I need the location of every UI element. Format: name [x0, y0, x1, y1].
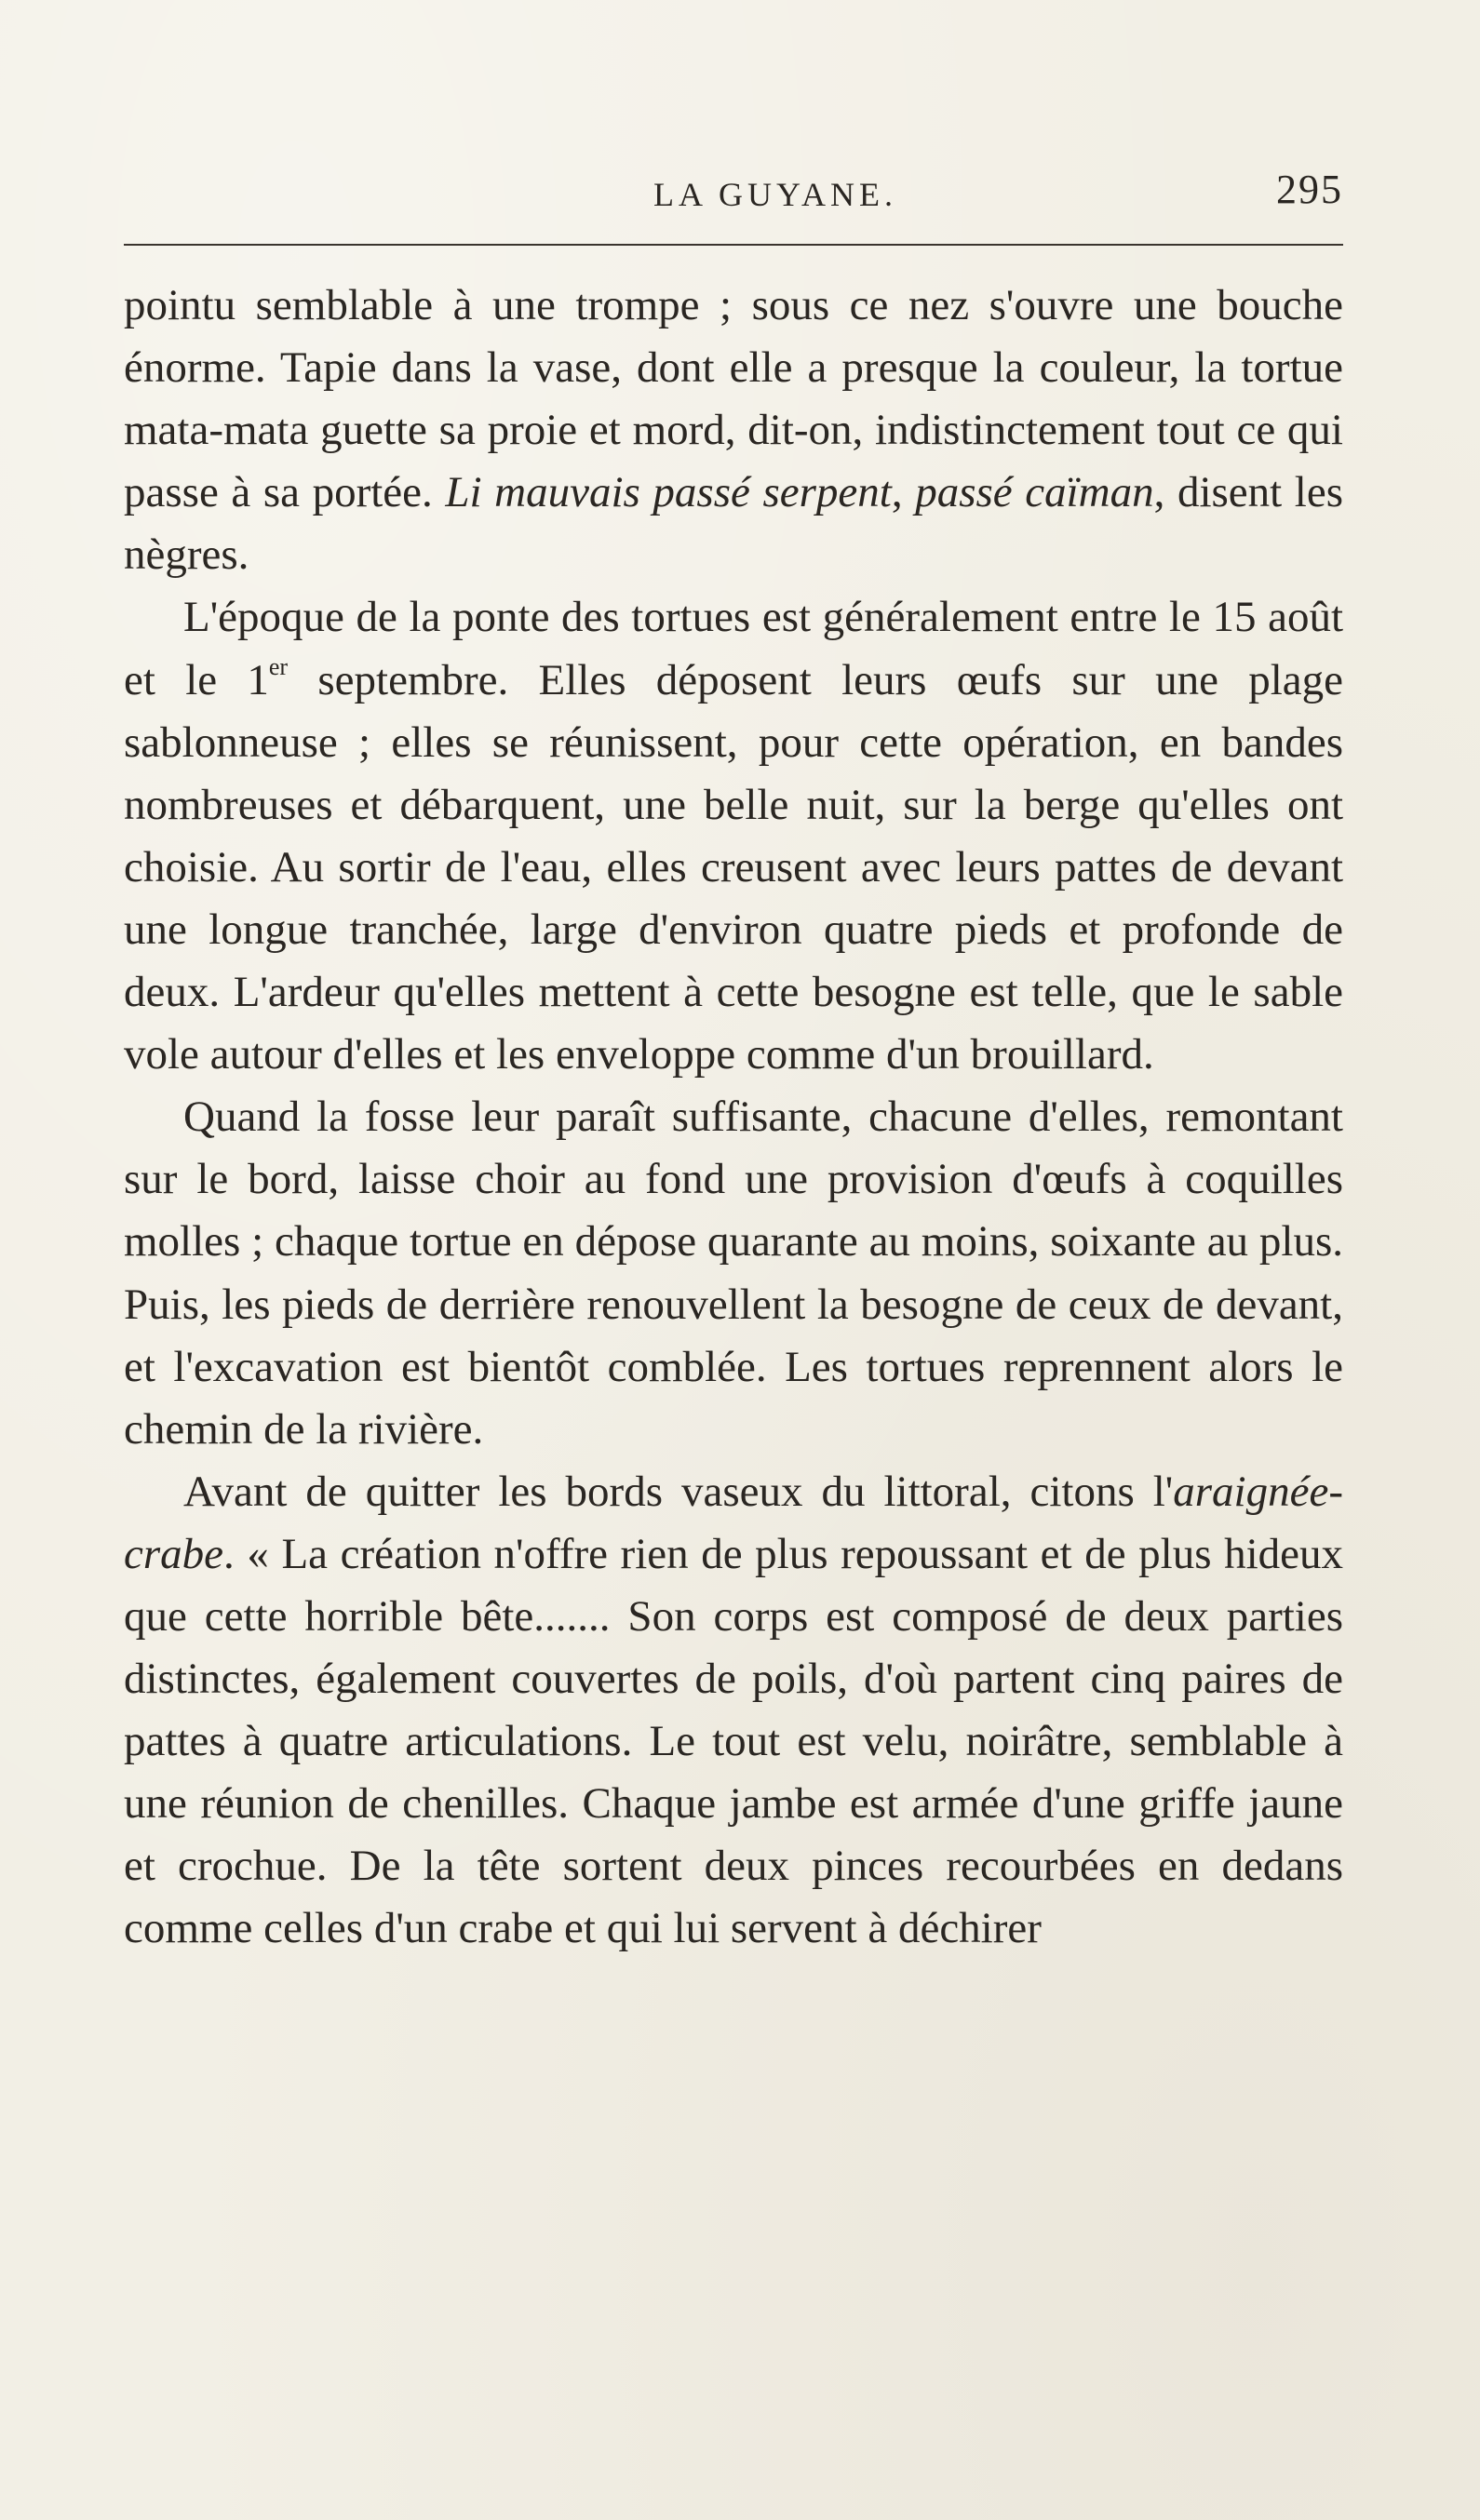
paragraph: Quand la fosse leur paraît suffisante, chacune d'elles, remontant sur le bord, laisse choir au fond une provision d'œufs à coquilles molles ; chaque tortue en dépose quarante au moins, soixante au plus. Puis, les pieds de derrière renouvellent la besogne de ceux de devant, et l'excavation est bientôt comblée. Les tortues reprennent alors le chemin de la rivière.: [124, 1092, 1343, 1454]
running-title: LA GUYANE.: [653, 176, 897, 213]
paragraph: L'époque de la ponte des tortues est généralement entre le 15 août et le 1er septembre. Elles déposent leurs œufs sur une plage sablonneuse ; elles se réunissent, pour cette opération, en bandes nombreuses et débarquent, une belle nuit, sur la berge qu'elles ont choisie. Au sortir de l'eau, elles creusent avec leurs pattes de devant une longue tranchée, large d'environ quatre pieds et profonde de deux. L'ardeur qu'elles mettent à cette besogne est telle, que le sable vole autour d'elles et les enveloppe comme d'un brouillard.: [124, 593, 1344, 1079]
body-text: [124, 275, 1343, 1961]
paragraph: Avant de quitter les bords vaseux du littoral, citons l'araignée-crabe. « La création n'offre rien de plus repoussant et de plus hideux que cette horrible bête....... Son corps est composé de deux parties distinctes, également couvertes de poils, d'où partent cinq paires de pattes à quatre articulations. Le tout est velu, noirâtre, semblable à une réunion de chenilles. Chaque jambe est armée d'une griffe jaune et crochue. De la tête sortent deux pinces recourbées en dedans comme celles d'un crabe et qui lui servent à déchirer: [124, 1467, 1343, 1953]
ordinal-superscript: er: [268, 652, 289, 680]
page-number: 295: [1276, 167, 1343, 212]
creole-quote: Li mauvais passé serpent: [445, 468, 892, 517]
creole-quote: passé caïman: [915, 468, 1154, 517]
paragraph-continued: pointu semblable à une trompe ; sous ce nez s'ouvre une bouche énorme. Tapie dans la vase, dont elle a presque la couleur, la tortue mata-mata guette sa proie et mord, dit-on, indistinctement tout ce qui passe à sa portée. Li mauvais passé serpent, passé caïman, disent les nègres.: [124, 281, 1344, 580]
header-rule: [124, 244, 1343, 246]
species-name: araignée-crabe: [124, 1467, 1343, 1578]
running-head: [124, 166, 1343, 221]
